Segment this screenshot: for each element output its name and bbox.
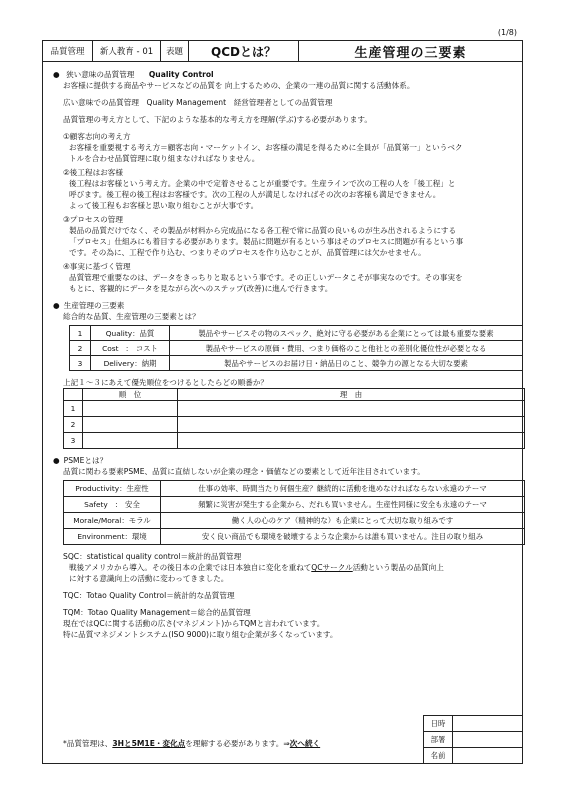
element-name: Quality：品質: [91, 326, 170, 341]
table-row: [70, 326, 523, 341]
psme-desc-cell: 頻繁に災害が発生する企業から、だれも買いません。生産性同様に安全も永遠のテーマ: [161, 497, 525, 513]
tqc-title: TQC：Totao Quality Control＝統計的な品質管理: [63, 591, 235, 600]
table-row: [64, 529, 525, 545]
header-title-label: 表題: [161, 41, 189, 61]
psme-desc-cell: 働く人の心のケア（精神的な）も企業にとって大切な取り組みです: [161, 513, 525, 529]
rank-input-cell[interactable]: [83, 417, 178, 433]
sqc-text: 戦後アメリカから導入。その後日本の企業では日本独自に変化を重ねて: [69, 563, 312, 572]
table-row: [424, 748, 523, 764]
narrow-qc-heading: [53, 69, 512, 80]
table-row: [70, 356, 523, 371]
psme-table: [63, 480, 525, 545]
table-row: [64, 433, 525, 449]
stamp-name-field[interactable]: [453, 748, 523, 764]
ranking-table: [63, 388, 525, 449]
principle-title: ②後工程はお客様: [63, 168, 123, 177]
table-row: [424, 716, 523, 732]
narrow-qc-title: 狭い意味の品質管理: [66, 70, 135, 79]
sqc-title: SQC：statistical quality control＝統計的品質管理: [63, 552, 242, 561]
rank-input-cell[interactable]: [83, 433, 178, 449]
header-category: 品質管理: [43, 41, 93, 61]
ranking-prompt: 上記１～３にあえて優先順位をつけるとしたらどの順番か？: [63, 378, 269, 387]
principle-line: お客様を重要視する考え方＝顧客志向・マーケットイン、お客様の満足を得るために全員が「品質第一」というベク: [69, 143, 463, 152]
row-number: 3: [64, 433, 83, 449]
principle-title: ④事実に基づく管理: [63, 262, 131, 271]
reason-input-cell[interactable]: [178, 433, 525, 449]
tqm-line-1: 現在ではQCに関する活動の広さ(マネジメント)からTQMと言われています。: [63, 619, 325, 628]
principle-line: 後工程はお客様という考え方。企業の中で定着させることが重要です。生産ラインで次の工程の人を「後工程」と: [69, 179, 456, 188]
header-subtitle: 生産管理の三要素: [354, 45, 467, 61]
mindset-intro: 品質管理の考え方として、下記のような基本的な考え方を理解(学ぶ)する必要があります。: [63, 115, 372, 124]
table-row: [64, 417, 525, 433]
row-number: 3: [70, 356, 91, 371]
stamp-name-label: 名前: [424, 748, 453, 764]
principle-line: 呼びます。後工程の後工程はお客様です。次の工程の人が満足しなければその次のお客様も満足できません。: [69, 190, 441, 199]
table-row: [424, 732, 523, 748]
element-name: Cost : コスト: [91, 341, 170, 356]
stamp-box: [423, 715, 523, 764]
footer-prefix: *品質管理は、: [63, 739, 113, 748]
row-number: 2: [70, 341, 91, 356]
element-name: Delivery：納期: [91, 356, 170, 371]
sqc-text: 活動という製品の品質向上: [352, 563, 444, 572]
tqm-title: TQM：Totao Quality Management＝総合的品質管理: [63, 608, 251, 617]
principle-title: ③プロセスの管理: [63, 215, 123, 224]
sqc-line-2: に対する意識向上の活動に変わってきました。: [69, 574, 229, 583]
qc-circle-link: QCサークル: [311, 563, 353, 572]
table-row: [64, 401, 525, 417]
element-desc: 製品やサービスのお届け日・納品日のこと、競争力の源となる大切な要素: [170, 356, 523, 371]
content: [43, 62, 522, 640]
header-bar: [43, 41, 522, 62]
broad-qm-text: 広い意味での品質管理 Quality Management 経営管理者としての品質管理: [63, 98, 333, 107]
table-header-row: [64, 389, 525, 401]
row-number: 1: [70, 326, 91, 341]
table-row: [64, 513, 525, 529]
psme-name: Morale/Moral：モラル: [64, 513, 161, 529]
page-number: (1/8): [497, 28, 517, 37]
principle-2: [53, 167, 512, 211]
table-row: [64, 481, 525, 497]
stamp-date-field[interactable]: [453, 716, 523, 732]
rank-corner: [64, 389, 83, 401]
psme-name: Environment：環境: [64, 529, 161, 545]
rank-column-header: 順 位: [83, 389, 178, 401]
header-series: 新人教育 - 01: [93, 41, 161, 61]
principle-line: 品質管理で重要なのは、データをきっちりと取るという事です。その正しいデータこそが事実なのです。その事実を: [69, 273, 463, 282]
table-row: [64, 497, 525, 513]
principle-line: 製品の品質だけでなく、その製品が材料から完成品になる各工程で常に品質の良いものが生み出されるようにする: [69, 226, 457, 235]
principle-line: です。その為に、工程で作り込む、つまりそのプロセスを作り込むことが、品質管理には欠かせません。: [69, 248, 426, 257]
narrow-qc-title-en: Quality Control: [148, 70, 214, 79]
principle-line: トルを合わせ品質管理に取り組まなければなりません。: [69, 154, 260, 163]
principle-3: [53, 214, 512, 258]
narrow-qc-desc: お客様に提供する商品やサービスなどの品質を 向上するための、企業の一連の品質に関する活動体系。: [63, 81, 415, 90]
worksheet: [42, 40, 523, 764]
element-desc: 製品やサービスその物のスペック、絶対に守る必要がある企業にとっては最も重要な要素: [170, 326, 523, 341]
footer-middle: を理解する必要があります。⇒: [185, 739, 290, 748]
row-number: 1: [64, 401, 83, 417]
table-row: [70, 341, 523, 356]
principle-1: [53, 131, 512, 164]
principle-line: 「プロセス」仕組みにも着目する必要があります。製品に問題が有るという事はそのプロセスに問題が有るという事: [69, 237, 464, 246]
next-page-link: 次へ続く: [289, 739, 321, 748]
reason-column-header: 理 由: [178, 389, 525, 401]
psme-desc-cell: 仕事の効率、時間当たり何個生産？継続的に活動を進めなければならない永遠のテーマ: [161, 481, 525, 497]
reason-input-cell[interactable]: [178, 417, 525, 433]
reason-input-cell[interactable]: [178, 401, 525, 417]
stamp-date-label: 日時: [424, 716, 453, 732]
header-title: QCDとは？: [189, 41, 299, 61]
psme-name: Productivity：生産性: [64, 481, 161, 497]
element-desc: 製品やサービスの原価・費用、つまり価格のこと他社との差別化優位性が必要となる: [170, 341, 523, 356]
principle-4: [53, 261, 512, 294]
principle-line: もとに、客観的にデータを見ながら次へのステップ(改善)に進んで行きます。: [69, 284, 333, 293]
three-elements-table: [69, 325, 523, 371]
psme-name: Safety : 安全: [64, 497, 161, 513]
footer-emphasis: 3Hと5M1E・変化点: [112, 739, 186, 748]
principle-title: ①顧客志向の考え方: [63, 132, 131, 141]
three-elements-heading: ● 生産管理の三要素: [53, 300, 512, 311]
three-elements-question: 総合的な品質、生産管理の三要素とは？: [63, 312, 200, 321]
row-number: 2: [64, 417, 83, 433]
stamp-dept-field[interactable]: [453, 732, 523, 748]
footer-note: [63, 738, 320, 749]
stamp-dept-label: 部署: [424, 732, 453, 748]
sqc-line-1: [53, 562, 512, 573]
psme-desc: 品質に関わる要素PSME、品質に直結しないが企業の理念・価値などの要素として近年注目されています。: [63, 467, 425, 476]
psme-desc-cell: 安く良い商品でも環境を破壊するような企業からは誰も買いません。注目の取り組み: [161, 529, 525, 545]
principle-line: よって後工程もお客様と思い取り組むことが大事です。: [69, 201, 259, 210]
tqm-line-2: 特に品質マネジメントシステム(ISO 9000)に取り組む企業が多くなっています。: [63, 630, 338, 639]
rank-input-cell[interactable]: [83, 401, 178, 417]
psme-heading: ● PSMEとは？: [53, 455, 512, 466]
